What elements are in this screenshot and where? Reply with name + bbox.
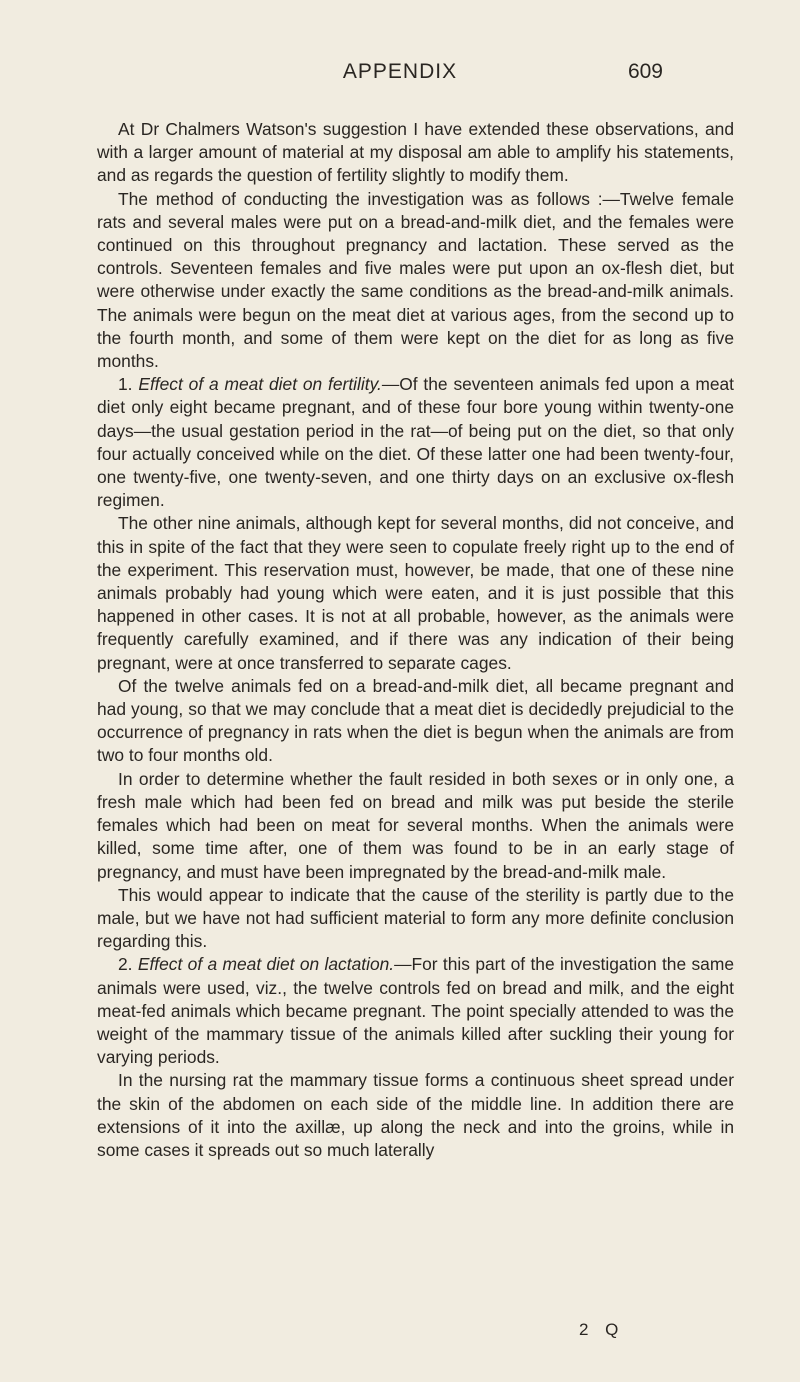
paragraph-fresh-male: In order to determine whether the fault resided in both sexes or in only one, a fresh male which had been fed on bread and milk was put beside the sterile females which had been on meat for several months. When the animals were killed, some time after, one of them was found to be in an early stage of pregnancy, and must have been impregnated by the bread-and-milk male. [97,768,734,882]
running-head: APPENDIX [342,60,458,83]
signature-mark: 2 Q [579,1320,625,1339]
page-header [0,60,800,90]
paragraph-intro: At Dr Chalmers Watson's suggestion I have extended these observations, and with a larger amount of material at my disposal am able to amplify his statements, and as regards the question of fertility slightly to modify them. [97,119,734,186]
paragraph-lactation [97,953,734,1069]
paragraph-method: The method of conducting the investigation was as follows :—Twelve female rats and several males were put on a bread-and-milk diet, and the females were continued on this throughout pregnancy and lactation. These served as the controls. Seventeen females and five males were put upon an ox-flesh diet, but were otherwise under exactly the same conditions as the bread-and-milk animals. The animals were begun on the meat diet at various ages, from the second up to the fourth month, and some of them were kept on the diet for as long as five months. [97,188,734,372]
paragraph-sterility-cause: This would appear to indicate that the cause of the sterility is partly due to the male, but we have not had sufficient material to form any more definite conclusion regarding this. [97,884,734,952]
paragraph-other-nine: The other nine animals, although kept for several months, did not conceive, and this in spite of the fact that they were seen to copulate freely right up to the end of the experiment. This reservation must, however, be made, that one of these nine animals probably had young which were eaten, and it is just possible that this happened in other cases. It is not at all probable, however, as the animals were frequently carefully examined, and if there was any indication of their being pregnant, were at once transferred to separate cages. [97,513,734,673]
section-heading-lactation: Effect of a meat diet on lactation. [137,954,395,975]
page-number: 609 [627,60,663,83]
section-number: 1. [118,374,133,395]
section-number: 2. [118,954,133,975]
paragraph-mammary-tissue: In the nursing rat the mammary tissue forms a continuous sheet spread under the skin of the abdomen on each side of the middle line. In addition there are extensions of it into the axillæ, up along the neck and into the groins, while in some cases it spreads out so much laterally [97,1070,734,1160]
paragraph-fertility [97,373,734,512]
paragraph-twelve-controls: Of the twelve animals fed on a bread-and-milk diet, all became pregnant and had young, so that we may conclude that a meat diet is decidedly prejudicial to the occurrence of pregnancy in rats when the diet is begun when the animals are from two to four months old. [97,675,734,766]
section-heading-fertility: Effect of a meat diet on fertility. [138,374,382,395]
body-text [97,118,734,1162]
section-text: —Of the seventeen animals fed upon a meat diet only eight became pregnant, and of these four bore young within twenty-one days—the usual gestation period in the rat—of being put on the diet, so that only four actually conceived while on the diet. Of these latter one had been twenty-four, one twenty-five, one twenty-seven, and one thirty days on an exclusive ox-flesh regimen. [97,374,734,511]
section-text: —For this part of the investigation the same animals were used, viz., the twelve controls fed on bread and milk, and the eight meat-fed animals which became pregnant. The point specially attended to was the weight of the mammary tissue of the animals killed after suckling their young for varying periods. [97,954,734,1068]
